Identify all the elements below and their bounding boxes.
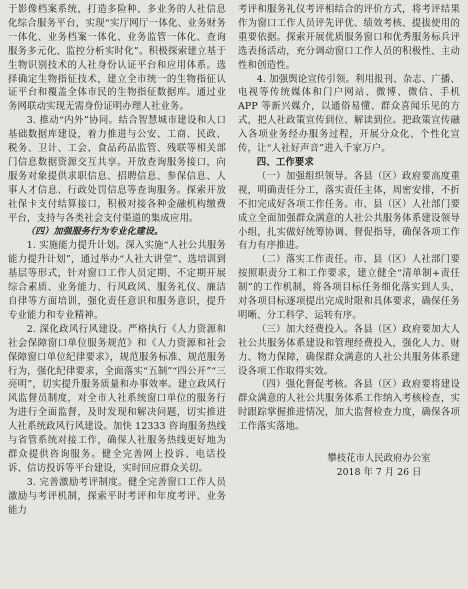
left-paragraph: 1. 实施能力提升计划。深入实施“人社公共服务能力提升计划”，通过举办“人社大讲堂”、选培训到基层等形式，针对窗口工作人员定期、不定期开展综合素质、业务能力、行风政风、服务礼仪、廉洁自律等方面培训，强化责任意识和服务意识，提升专业能力和专业精神。 xyxy=(8,240,226,321)
section-subheading: （四）加强服务行为专业化建设。 xyxy=(26,226,164,237)
right-paragraph: （二）落实工作责任。市、县（区）人社部门要按照职责分工和工作要求，建立健全“清单制+责任制”的工作机制，将各项目标任务细化落实到人头，对各项目标逐项提出完成时限和具体要求，确保任务明晰、分工科学、运转有序。 xyxy=(238,254,460,321)
left-paragraph: 3. 推动“内外”协同。结合智慧城市建设和人口基础数据库建设，着力推进与公安、工商、民政、税务、卫计、工会、食品药品监管、残联等相关部门信息数据资源交互共享。开放查询服务接口，向服务对象提供求职信息、招聘信息、参保信息、人事人才信息、行政处罚信息等查询服务。探索开放社保卡支付结算接口，积极对接各种金融机构缴费平台，支持与各类社会支付渠道的集成应用。 xyxy=(8,115,226,224)
left-paragraph: 于影像档案系统，打造多险种、多业务的人社信息化综合服务平台，实现“实厅网厅一体化、业务财务一体化、业务档案一体化、业务监管一体化、查询服务多元化、监控分析实时化”。积极探索建立基于生物识别技术的人社身份认证平台和应用体系。选择确定生物指征技术，建立全市统一的生物指征认证平台和覆盖全体市民的生物指征数据库。通过业务网联动实现无需身份证明办理人社业务。 xyxy=(8,4,226,113)
left-paragraph: 2. 深化政风行风建设。严格执行《人力资源和社会保障窗口单位服务规范》和《人力资源和社会保障窗口单位纪律要求》，规范服务标准、规范服务行为，强化纪律要求，全面落实“五制”“四公开”“三亮明”，切实提升服务质量和办事效率。建立政风行风监督员制度，对全市人社系统窗口单位的服务行为进行全面监督，及时发现和解决问题，切实推进人社系统政风行风建设。加快 12333 咨询服务热线与省管系统对接工作，确保人社服务热线更好地为群众提供咨询服务。健全完善网上投诉、电话投诉、信访投诉等平台建设，实时回应群众关切。 xyxy=(8,323,226,474)
issuing-office: 攀枝花市人民政府办公室 xyxy=(327,453,431,465)
issue-date: 2018 年 7 月 26 日 xyxy=(336,467,422,478)
right-paragraph: 4. 加强舆论宣传引领。利用报刊、杂志、广播、电视等传统媒体和门户网站、微博、微信、手机 APP 等新兴媒介，以通俗易懂、群众喜闻乐见的方式，把人社政策宣传到位、解读到位。把政策宣传融入各项业务经办服务过程，开展分众化、个性化宣传，让“人社好声音”进入千家万户。 xyxy=(238,73,460,155)
left-column xyxy=(0,3,232,589)
left-paragraph: 3. 完善激励考评制度。健全完善窗口工作人员激励与考评机制，探索平时考评和年度考评、业务能力 xyxy=(8,476,226,516)
right-paragraph: （一）加强组织领导。各县（区）政府要高度重视，明确责任分工，落实责任主体，周密安排，不折不扣完成好各项工作任务。市、县（区）人社部门要成立全面加强群众满意的人社公共服务体系建设领导小组，扎实做好统筹协调、督促指导，确保各项工作有力有序推进。 xyxy=(238,170,460,252)
right-paragraph: 考评和服务礼仪考评相结合的评价方式，将考评结果作为窗口工作人员评先评优、绩效考核、提拔使用的重要依据。探索开展优质服务窗口和优秀服务标兵评选表扬活动，充分调动窗口工作人员的积极性、主动性和创造性。 xyxy=(238,4,460,71)
signoff-block xyxy=(238,452,460,480)
right-paragraph: （三）加大经费投入。各县（区）政府要加大人社公共服务体系建设和管理经费投入，强化人力、财力、物力保障，确保群众满意的人社公共服务体系建设各项工作取得实效。 xyxy=(238,323,460,377)
section-heading: 四、工作要求 xyxy=(256,156,314,168)
right-column xyxy=(232,3,468,589)
right-paragraph: （四）强化督促考核。各县（区）政府要将建设群众满意的人社公共服务体系工作纳入考核检查，实时跟踪掌握推进情况，加大监督检查力度，确保各项工作落实落地。 xyxy=(238,379,460,433)
